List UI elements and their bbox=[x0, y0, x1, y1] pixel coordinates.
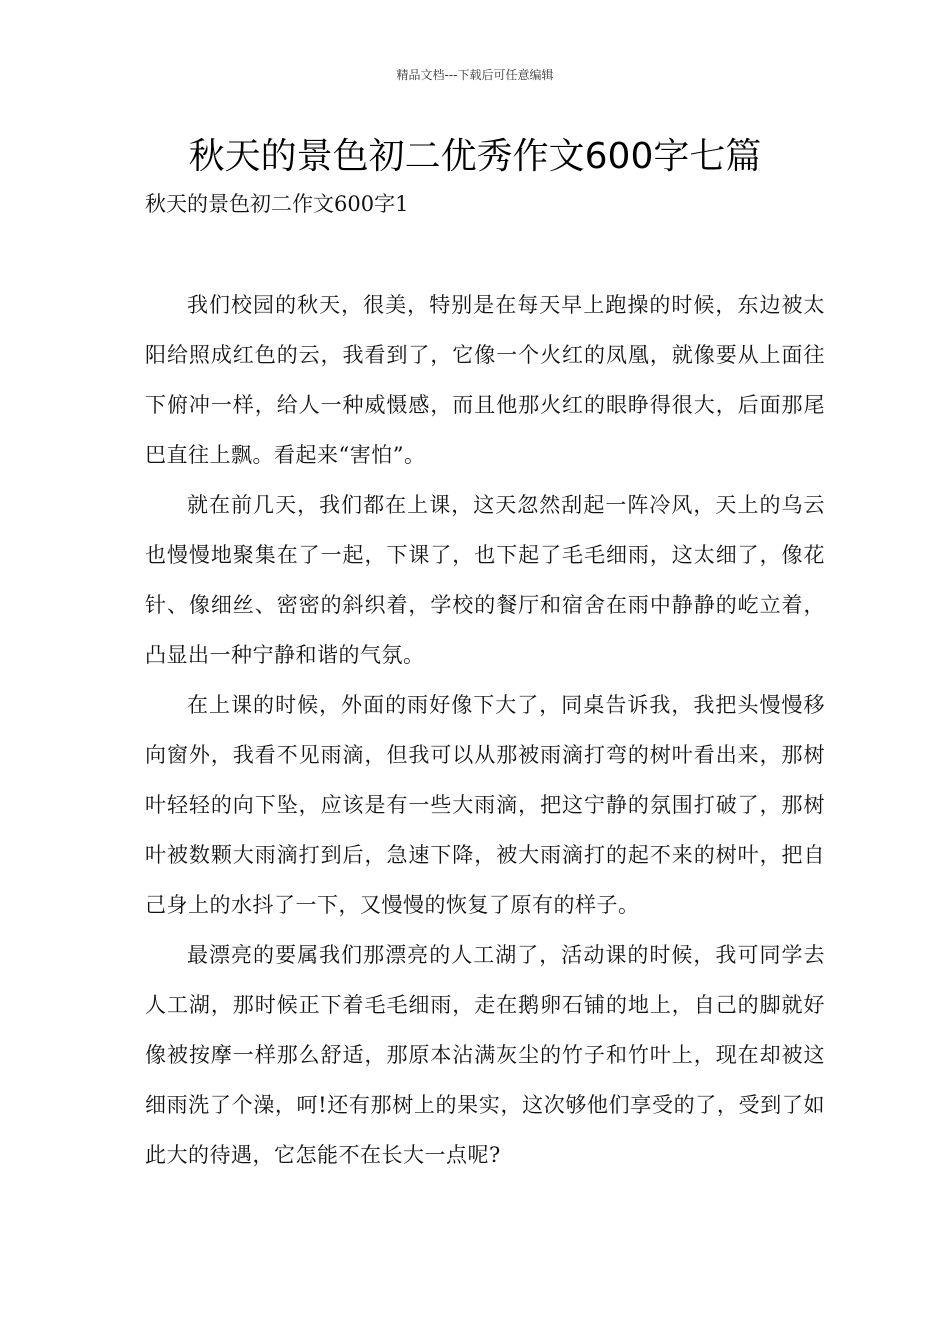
paragraph: 最漂亮的要属我们那漂亮的人工湖了，活动课的时候，我可同学去人工湖，那时候正下着毛毛细雨，走在鹅卵石铺的地上，自己的脚就好像被按摩一样那么舒适，那原本沾满灰尘的竹子和竹叶上，现在却被这细雨洗了个澡，呵!还有那树上的果实，这次够他们享受的了，受到了如此大的待遇，它怎能不在长大一点呢? bbox=[145, 943, 825, 1167]
header-note: 精品文档---下载后可任意编辑 bbox=[396, 68, 554, 82]
document-title: 秋天的景色初二优秀作文600字七篇 bbox=[188, 136, 762, 177]
paragraph: 在上课的时候，外面的雨好像下大了，同桌告诉我，我把头慢慢移向窗外，我看不见雨滴，但我可以从那被雨滴打弯的树叶看出来，那树叶轻轻的向下坠，应该是有一些大雨滴，把这宁静的氛围打破了，那树叶被数颗大雨滴打到后，急速下降，被大雨滴打的起不来的树叶，把自己身上的水抖了一下，又慢慢的恢复了原有的样子。 bbox=[145, 693, 825, 917]
section-title: 秋天的景色初二作文600字1 bbox=[145, 192, 409, 216]
essay-body bbox=[145, 280, 825, 1180]
paragraph: 就在前几天，我们都在上课，这天忽然刮起一阵冷风，天上的乌云也慢慢地聚集在了一起，下课了，也下起了毛毛细雨，这太细了，像花针、像细丝、密密的斜织着，学校的餐厅和宿舍在雨中静静的屹立着，凸显出一种宁静和谐的气氛。 bbox=[145, 493, 825, 667]
paragraph: 我们校园的秋天，很美，特别是在每天早上跑操的时候，东边被太阳给照成红色的云，我看到了，它像一个火红的凤凰，就像要从上面往下俯冲一样，给人一种威慑感，而且他那火红的眼睁得很大，后面那尾巴直往上飘。看起来“害怕”。 bbox=[145, 293, 825, 467]
